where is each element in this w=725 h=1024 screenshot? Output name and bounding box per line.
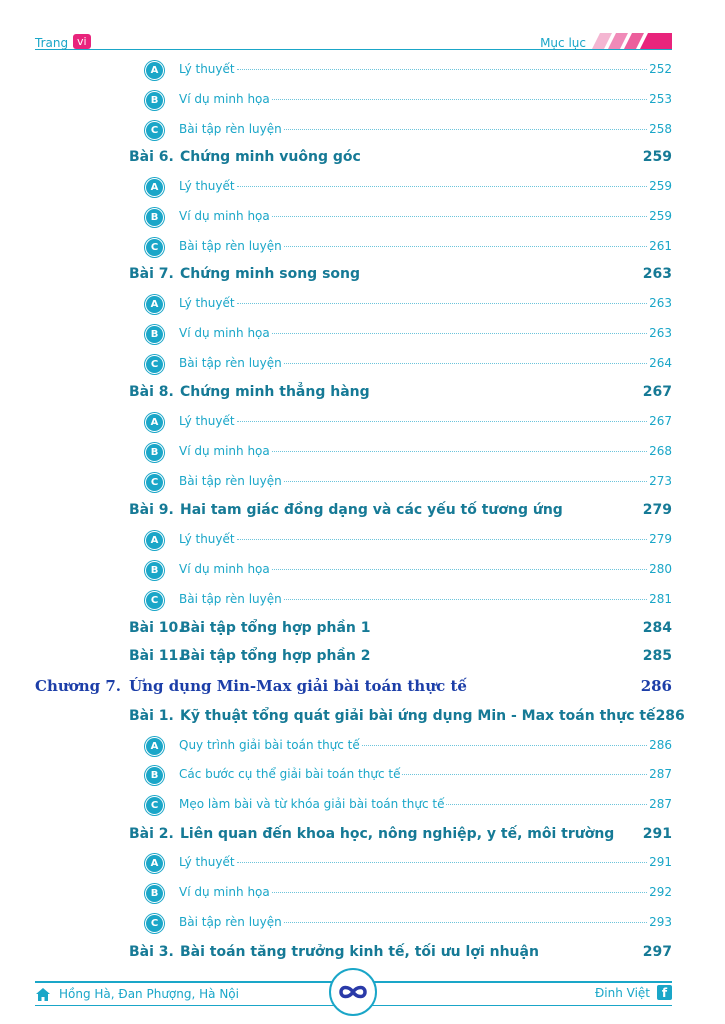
toc-subitem[interactable]: [146, 356, 672, 373]
decorative-stripes-icon: [592, 33, 672, 49]
lesson-title: Chứng minh song song: [180, 266, 361, 282]
lesson-title: Bài tập tổng hợp phần 1: [180, 620, 371, 636]
toc-page-number: 258: [649, 122, 672, 136]
toc-subitem[interactable]: [146, 179, 672, 196]
toc-page-number: 268: [649, 444, 672, 458]
toc-subitem-title: Bài tập rèn luyện: [179, 356, 282, 370]
toc-page-number: 292: [649, 885, 672, 899]
toc-subitem-title: Ví dụ minh họa: [179, 209, 270, 223]
dot-leader: [237, 69, 647, 70]
lesson-title: Chứng minh vuông góc: [180, 149, 361, 165]
toc-page-number: 261: [649, 239, 672, 253]
toc-page-number: 285: [642, 648, 672, 664]
dot-leader: [237, 862, 647, 863]
toc-page-number: 259: [649, 179, 672, 193]
toc-page-number: 263: [649, 296, 672, 310]
dot-leader: [362, 745, 647, 746]
toc-subitem-title: Ví dụ minh họa: [179, 885, 270, 899]
toc-page-number: 263: [649, 326, 672, 340]
toc-subitem-title: Bài tập rèn luyện: [179, 592, 282, 606]
toc-subitem[interactable]: [146, 797, 672, 814]
toc-subitem-title: Bài tập rèn luyện: [179, 122, 282, 136]
toc-lesson[interactable]: [129, 384, 672, 400]
section-letter-badge: C: [146, 239, 163, 256]
toc-subitem-title: Lý thuyết: [179, 532, 235, 546]
dot-leader: [272, 569, 647, 570]
toc-page-number: 297: [642, 944, 672, 960]
header-divider: [35, 49, 672, 50]
toc-subitem-title: Ví dụ minh họa: [179, 562, 270, 576]
toc-page-number: 279: [642, 502, 672, 518]
toc-subitem[interactable]: [146, 414, 672, 431]
dot-leader: [272, 99, 647, 100]
lesson-title: Liên quan đến khoa học, nông nghiệp, y tế, môi trường: [180, 826, 615, 842]
section-letter-badge: A: [146, 414, 163, 431]
section-letter-badge: B: [146, 562, 163, 579]
toc-lesson[interactable]: [129, 826, 672, 842]
toc-subitem-title: Ví dụ minh họa: [179, 326, 270, 340]
toc-subitem[interactable]: [146, 62, 672, 79]
toc-lesson[interactable]: [129, 944, 672, 960]
toc-page-number: 279: [649, 532, 672, 546]
toc-page-number: 267: [649, 414, 672, 428]
toc-subitem-title: Ví dụ minh họa: [179, 92, 270, 106]
home-icon: [36, 988, 50, 1001]
section-letter-badge: A: [146, 855, 163, 872]
section-letter-badge: C: [146, 474, 163, 491]
lesson-number: Bài 9.: [129, 502, 174, 518]
section-letter-badge: B: [146, 209, 163, 226]
section-letter-badge: C: [146, 797, 163, 814]
dot-leader: [284, 363, 647, 364]
dot-leader: [402, 774, 647, 775]
section-letter-badge: A: [146, 296, 163, 313]
section-title: Mục lục: [540, 36, 586, 50]
chapter-number: Chương 7.: [35, 677, 122, 695]
section-letter-badge: C: [146, 592, 163, 609]
toc-page-number: 286: [640, 677, 672, 695]
page-number-badge: vi: [73, 34, 91, 49]
toc-subitem[interactable]: [146, 474, 672, 491]
toc-page-number: 284: [642, 620, 672, 636]
toc-subitem[interactable]: [146, 444, 672, 461]
toc-subitem-title: Bài tập rèn luyện: [179, 474, 282, 488]
toc-chapter[interactable]: [35, 677, 672, 695]
dot-leader: [272, 892, 647, 893]
toc-subitem-title: Quy trình giải bài toán thực tế: [179, 738, 360, 752]
section-letter-badge: C: [146, 356, 163, 373]
address-text: Hồng Hà, Đan Phượng, Hà Nội: [59, 987, 239, 1001]
toc-subitem[interactable]: [146, 296, 672, 313]
toc-subitem-title: Lý thuyết: [179, 62, 235, 76]
section-letter-badge: A: [146, 738, 163, 755]
page-label: Trang: [35, 36, 69, 50]
toc-subitem[interactable]: [146, 562, 672, 579]
toc-page-number: 286: [649, 738, 672, 752]
toc-subitem[interactable]: [146, 209, 672, 226]
toc-subitem[interactable]: [146, 738, 672, 755]
toc-subitem-title: Bài tập rèn luyện: [179, 915, 282, 929]
toc-page-number: 287: [649, 797, 672, 811]
toc-page-number: 267: [642, 384, 672, 400]
lesson-title: Kỹ thuật tổng quát giải bài ứng dụng Min - Max toán thực tế: [180, 708, 656, 724]
dot-leader: [237, 539, 647, 540]
toc-page-number: 286: [655, 708, 685, 724]
toc-page-number: 291: [649, 855, 672, 869]
toc-subitem[interactable]: [146, 239, 672, 256]
author-name: Đinh Việt: [594, 985, 650, 1000]
footer-author: [595, 985, 672, 1000]
toc-page-number: 273: [649, 474, 672, 488]
toc-page-number: 259: [642, 149, 672, 165]
toc-subitem[interactable]: [146, 592, 672, 609]
toc-subitem-title: Mẹo làm bài và từ khóa giải bài toán thực tế: [179, 797, 445, 811]
footer-address: [36, 987, 239, 1001]
toc-page-number: 253: [649, 92, 672, 106]
lesson-number: Bài 1.: [129, 708, 174, 724]
infinity-icon: [337, 984, 369, 1000]
lesson-title: Bài toán tăng trưởng kinh tế, tối ưu lợi nhuận: [180, 944, 539, 960]
lesson-number: Bài 11.: [129, 648, 184, 664]
dot-leader: [237, 186, 647, 187]
toc-subitem[interactable]: [146, 855, 672, 872]
lesson-number: Bài 10.: [129, 620, 184, 636]
toc-lesson[interactable]: [129, 266, 672, 282]
toc-page-number: 252: [649, 62, 672, 76]
toc-page-number: 291: [642, 826, 672, 842]
toc-subitem[interactable]: [146, 92, 672, 109]
toc-subitem-title: Ví dụ minh họa: [179, 444, 270, 458]
dot-leader: [272, 333, 647, 334]
section-letter-badge: C: [146, 122, 163, 139]
section-letter-badge: A: [146, 532, 163, 549]
toc-lesson[interactable]: [129, 149, 672, 165]
lesson-title: Chứng minh thẳng hàng: [180, 384, 370, 400]
toc-lesson[interactable]: [129, 502, 672, 518]
section-letter-badge: B: [146, 767, 163, 784]
dot-leader: [237, 421, 647, 422]
publisher-logo: [329, 968, 377, 1016]
section-letter-badge: C: [146, 915, 163, 932]
toc-subitem[interactable]: [146, 122, 672, 139]
lesson-number: Bài 3.: [129, 944, 174, 960]
lesson-number: Bài 7.: [129, 266, 174, 282]
lesson-number: Bài 2.: [129, 826, 174, 842]
lesson-title: Bài tập tổng hợp phần 2: [180, 648, 371, 664]
toc-lesson[interactable]: [129, 620, 672, 636]
toc-subitem-title: Lý thuyết: [179, 414, 235, 428]
section-letter-badge: A: [146, 62, 163, 79]
toc-page-number: 264: [649, 356, 672, 370]
toc-page-number: 281: [649, 592, 672, 606]
dot-leader: [237, 303, 647, 304]
toc-subitem[interactable]: [146, 532, 672, 549]
toc-subitem-title: Lý thuyết: [179, 179, 235, 193]
toc-page-number: 287: [649, 767, 672, 781]
section-letter-badge: B: [146, 444, 163, 461]
section-letter-badge: A: [146, 179, 163, 196]
toc-page-number: 280: [649, 562, 672, 576]
dot-leader: [272, 451, 647, 452]
dot-leader: [272, 216, 647, 217]
section-letter-badge: B: [146, 92, 163, 109]
section-letter-badge: B: [146, 326, 163, 343]
dot-leader: [284, 599, 647, 600]
lesson-title: Hai tam giác đồng dạng và các yếu tố tương ứng: [180, 502, 563, 518]
toc-page-number: 293: [649, 915, 672, 929]
dot-leader: [446, 804, 647, 805]
dot-leader: [284, 246, 647, 247]
toc-subitem-title: Các bước cụ thể giải bài toán thực tế: [179, 767, 401, 781]
toc-page-number: 259: [649, 209, 672, 223]
toc-page-number: 263: [642, 266, 672, 282]
section-letter-badge: B: [146, 885, 163, 902]
dot-leader: [284, 129, 647, 130]
lesson-number: Bài 8.: [129, 384, 174, 400]
lesson-number: Bài 6.: [129, 149, 174, 165]
chapter-title: Ứng dụng Min-Max giải bài toán thực tế: [129, 677, 467, 695]
dot-leader: [284, 481, 647, 482]
toc-subitem-title: Lý thuyết: [179, 296, 235, 310]
facebook-icon[interactable]: f: [657, 985, 672, 1000]
toc-subitem[interactable]: [146, 767, 672, 784]
toc-subitem[interactable]: [146, 915, 672, 932]
toc-lesson[interactable]: [129, 648, 672, 664]
toc-lesson[interactable]: [129, 708, 685, 724]
toc-subitem-title: Lý thuyết: [179, 855, 235, 869]
dot-leader: [284, 922, 647, 923]
toc-subitem[interactable]: [146, 885, 672, 902]
toc-subitem[interactable]: [146, 326, 672, 343]
toc-subitem-title: Bài tập rèn luyện: [179, 239, 282, 253]
